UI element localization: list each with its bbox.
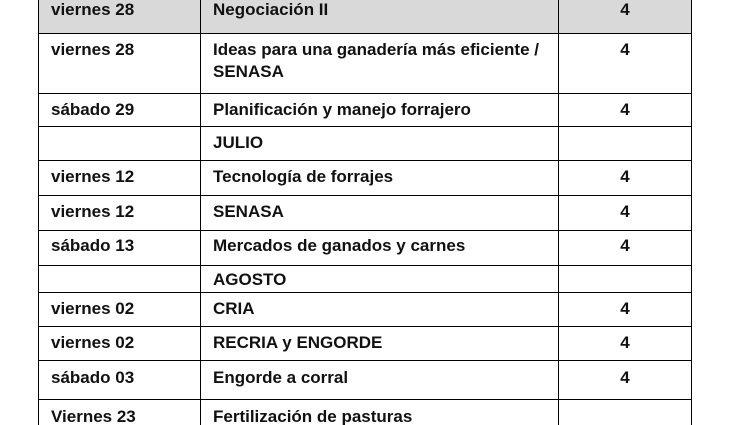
date-cell: viernes 12 (39, 196, 201, 231)
date-cell: viernes 02 (39, 327, 201, 361)
hours-cell: 4 (559, 327, 692, 361)
month-header-row (39, 266, 692, 293)
hours-cell: 4 (559, 196, 692, 231)
hours-cell: 4 (559, 231, 692, 266)
topic-cell: Negociación II (201, 0, 559, 34)
topic-cell: Engorde a corral (201, 361, 559, 400)
topic-cell: RECRIA y ENGORDE (201, 327, 559, 361)
month-label: JULIO (201, 127, 559, 161)
topic-cell: Tecnología de forrajes (201, 161, 559, 196)
hours-cell (559, 400, 692, 425)
date-cell (39, 127, 201, 161)
date-cell: viernes 02 (39, 293, 201, 327)
hours-cell (559, 127, 692, 161)
topic-cell: SENASA (201, 196, 559, 231)
table-row (39, 361, 692, 400)
hours-cell: 4 (559, 34, 692, 94)
date-cell: viernes 12 (39, 161, 201, 196)
table-row (39, 161, 692, 196)
table-row (39, 400, 692, 425)
date-cell: sábado 13 (39, 231, 201, 266)
topic-cell: Planificación y manejo forrajero (201, 94, 559, 127)
table-row (39, 0, 692, 34)
date-cell: viernes 28 (39, 34, 201, 94)
date-cell: viernes 28 (39, 0, 201, 34)
course-schedule-table (38, 0, 692, 425)
topic-cell: Ideas para una ganadería más eficiente / SENASA (201, 34, 559, 94)
table-row (39, 293, 692, 327)
topic-cell: Fertilización de pasturas (201, 400, 559, 425)
table-row (39, 196, 692, 231)
hours-cell: 4 (559, 0, 692, 34)
date-cell: sábado 03 (39, 361, 201, 400)
hours-cell (559, 266, 692, 293)
table-row (39, 327, 692, 361)
month-header-row (39, 127, 692, 161)
topic-cell: Mercados de ganados y carnes (201, 231, 559, 266)
topic-cell: CRIA (201, 293, 559, 327)
month-label: AGOSTO (201, 266, 559, 293)
date-cell: Viernes 23 (39, 400, 201, 425)
date-cell: sábado 29 (39, 94, 201, 127)
hours-cell: 4 (559, 161, 692, 196)
hours-cell: 4 (559, 293, 692, 327)
date-cell (39, 266, 201, 293)
hours-cell: 4 (559, 361, 692, 400)
table-row (39, 34, 692, 94)
table-row (39, 231, 692, 266)
table-row (39, 94, 692, 127)
hours-cell: 4 (559, 94, 692, 127)
